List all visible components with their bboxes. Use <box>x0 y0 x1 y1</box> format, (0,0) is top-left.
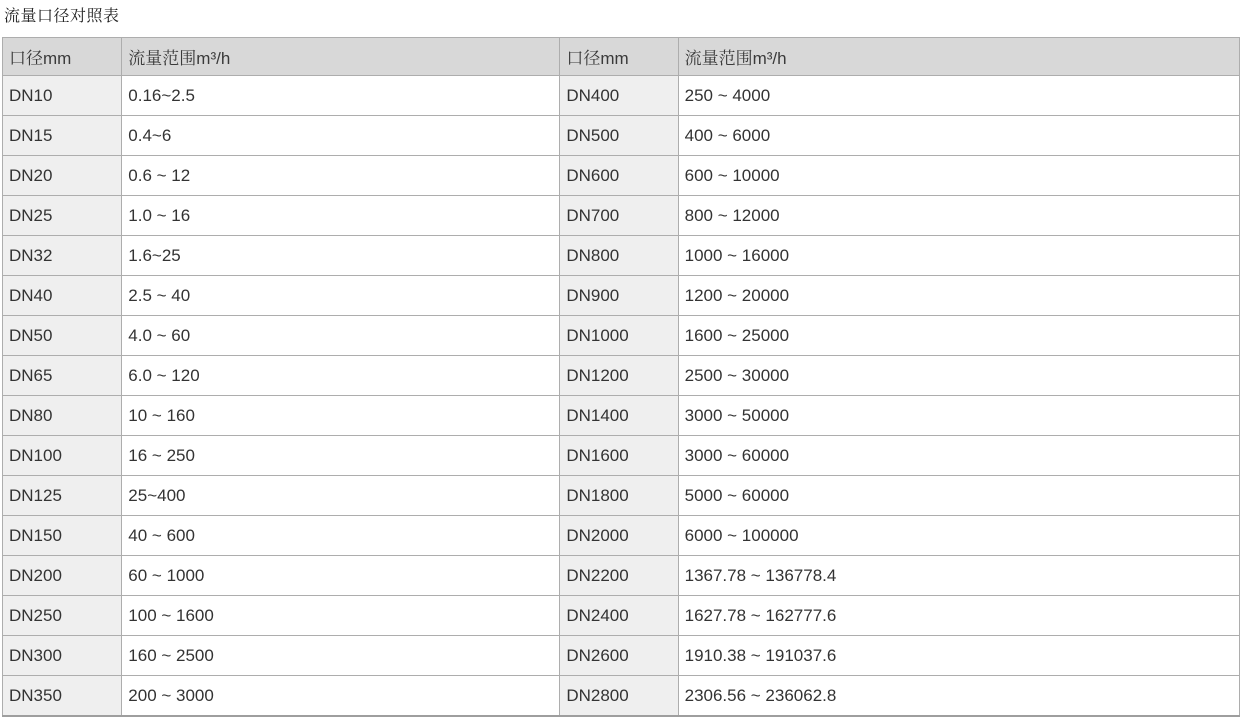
diameter-cell-right: DN1600 <box>560 436 678 476</box>
header-diameter-left: 口径mm <box>3 38 122 76</box>
flow-range-cell-left: 40 ~ 600 <box>122 516 560 556</box>
table-row <box>3 356 1240 396</box>
diameter-cell-left: DN300 <box>3 636 122 676</box>
table-row <box>3 676 1240 717</box>
flow-range-cell-right: 2500 ~ 30000 <box>678 356 1239 396</box>
table-row <box>3 636 1240 676</box>
diameter-cell-right: DN700 <box>560 196 678 236</box>
diameter-cell-left: DN20 <box>3 156 122 196</box>
flow-range-cell-right: 1000 ~ 16000 <box>678 236 1239 276</box>
table-row <box>3 516 1240 556</box>
diameter-cell-left: DN125 <box>3 476 122 516</box>
diameter-cell-left: DN32 <box>3 236 122 276</box>
flow-range-cell-left: 160 ~ 2500 <box>122 636 560 676</box>
diameter-cell-right: DN2000 <box>560 516 678 556</box>
flow-range-cell-right: 1600 ~ 25000 <box>678 316 1239 356</box>
diameter-cell-right: DN2200 <box>560 556 678 596</box>
flow-diameter-table <box>2 37 1240 717</box>
flow-range-cell-left: 4.0 ~ 60 <box>122 316 560 356</box>
table-row <box>3 276 1240 316</box>
diameter-cell-left: DN200 <box>3 556 122 596</box>
table-row <box>3 196 1240 236</box>
flow-range-cell-left: 25~400 <box>122 476 560 516</box>
flow-range-cell-right: 1200 ~ 20000 <box>678 276 1239 316</box>
diameter-cell-left: DN25 <box>3 196 122 236</box>
diameter-cell-left: DN80 <box>3 396 122 436</box>
diameter-cell-left: DN350 <box>3 676 122 717</box>
flow-range-cell-right: 250 ~ 4000 <box>678 76 1239 116</box>
diameter-cell-right: DN2800 <box>560 676 678 717</box>
flow-range-cell-right: 400 ~ 6000 <box>678 116 1239 156</box>
diameter-cell-right: DN2600 <box>560 636 678 676</box>
diameter-cell-left: DN50 <box>3 316 122 356</box>
diameter-cell-left: DN65 <box>3 356 122 396</box>
flow-range-cell-left: 1.6~25 <box>122 236 560 276</box>
table-row <box>3 156 1240 196</box>
flow-range-cell-left: 0.6 ~ 12 <box>122 156 560 196</box>
flow-range-cell-left: 100 ~ 1600 <box>122 596 560 636</box>
flow-range-cell-right: 5000 ~ 60000 <box>678 476 1239 516</box>
flow-range-cell-left: 0.4~6 <box>122 116 560 156</box>
diameter-cell-right: DN1400 <box>560 396 678 436</box>
flow-range-cell-left: 200 ~ 3000 <box>122 676 560 717</box>
diameter-cell-right: DN400 <box>560 76 678 116</box>
flow-range-cell-left: 10 ~ 160 <box>122 396 560 436</box>
diameter-cell-left: DN100 <box>3 436 122 476</box>
table-row <box>3 436 1240 476</box>
header-diameter-right: 口径mm <box>560 38 678 76</box>
flow-range-cell-right: 800 ~ 12000 <box>678 196 1239 236</box>
flow-range-cell-right: 2306.56 ~ 236062.8 <box>678 676 1239 717</box>
diameter-cell-left: DN250 <box>3 596 122 636</box>
table-row <box>3 76 1240 116</box>
diameter-cell-left: DN10 <box>3 76 122 116</box>
header-flow-range-left: 流量范围m³/h <box>122 38 560 76</box>
table-row <box>3 596 1240 636</box>
flow-range-cell-left: 0.16~2.5 <box>122 76 560 116</box>
table-row <box>3 396 1240 436</box>
table-row <box>3 236 1240 276</box>
flow-range-cell-right: 1367.78 ~ 136778.4 <box>678 556 1239 596</box>
flow-range-cell-right: 1910.38 ~ 191037.6 <box>678 636 1239 676</box>
flow-range-cell-left: 2.5 ~ 40 <box>122 276 560 316</box>
flow-range-cell-right: 1627.78 ~ 162777.6 <box>678 596 1239 636</box>
flow-range-cell-right: 3000 ~ 60000 <box>678 436 1239 476</box>
diameter-cell-right: DN600 <box>560 156 678 196</box>
flow-range-cell-right: 600 ~ 10000 <box>678 156 1239 196</box>
header-row <box>3 38 1240 76</box>
flow-range-cell-left: 1.0 ~ 16 <box>122 196 560 236</box>
table-body <box>3 76 1240 717</box>
table-row <box>3 556 1240 596</box>
table-header <box>3 38 1240 76</box>
diameter-cell-left: DN15 <box>3 116 122 156</box>
page-title: 流量口径对照表 <box>4 8 120 25</box>
table-row <box>3 116 1240 156</box>
flow-range-cell-right: 6000 ~ 100000 <box>678 516 1239 556</box>
diameter-cell-left: DN150 <box>3 516 122 556</box>
table-row <box>3 476 1240 516</box>
flow-range-cell-right: 3000 ~ 50000 <box>678 396 1239 436</box>
diameter-cell-right: DN900 <box>560 276 678 316</box>
flow-range-cell-left: 6.0 ~ 120 <box>122 356 560 396</box>
flow-range-cell-left: 16 ~ 250 <box>122 436 560 476</box>
diameter-cell-right: DN1000 <box>560 316 678 356</box>
diameter-cell-right: DN1800 <box>560 476 678 516</box>
diameter-cell-right: DN1200 <box>560 356 678 396</box>
diameter-cell-right: DN500 <box>560 116 678 156</box>
header-flow-range-right: 流量范围m³/h <box>678 38 1239 76</box>
table-row <box>3 316 1240 356</box>
diameter-cell-left: DN40 <box>3 276 122 316</box>
diameter-cell-right: DN2400 <box>560 596 678 636</box>
diameter-cell-right: DN800 <box>560 236 678 276</box>
flow-range-cell-left: 60 ~ 1000 <box>122 556 560 596</box>
